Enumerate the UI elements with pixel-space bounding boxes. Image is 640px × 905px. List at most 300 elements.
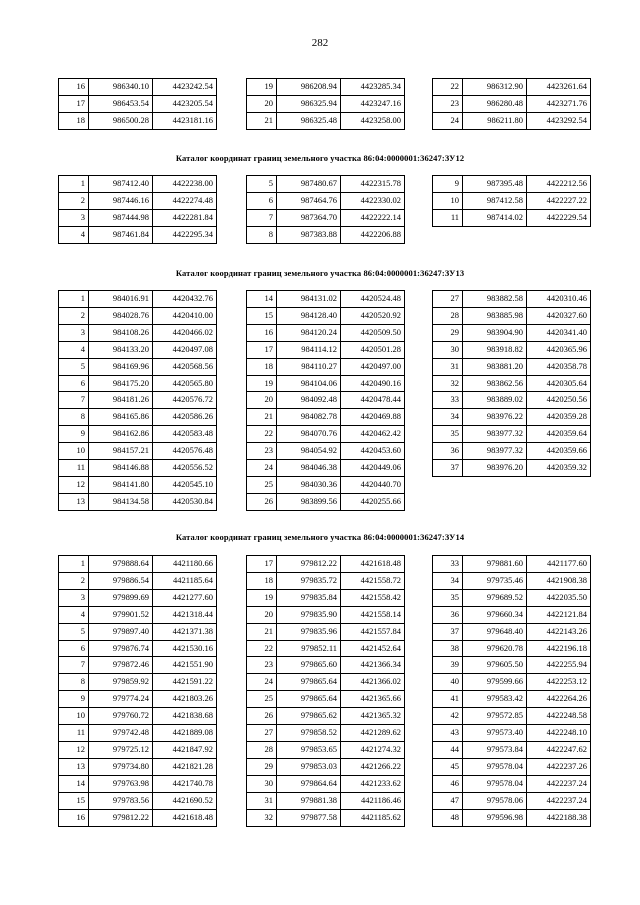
coord-y: 4422237.24	[527, 775, 591, 792]
coord-x: 984082.78	[277, 409, 341, 426]
table-row	[247, 443, 405, 460]
coord-y: 4420576.72	[153, 392, 217, 409]
coord-x: 979835.84	[277, 589, 341, 606]
coord-x: 986280.48	[463, 95, 527, 112]
point-number: 47	[433, 792, 463, 809]
coord-y: 4422237.26	[527, 758, 591, 775]
point-number: 12	[59, 476, 89, 493]
coord-x: 979783.56	[89, 792, 153, 809]
table-row	[247, 460, 405, 477]
point-number: 13	[59, 758, 89, 775]
point-number: 36	[433, 606, 463, 623]
coordinate-table	[246, 555, 405, 827]
coord-x: 984181.26	[89, 392, 153, 409]
coord-y: 4422315.78	[341, 176, 405, 193]
coord-y: 4423271.76	[527, 95, 591, 112]
point-number: 31	[433, 358, 463, 375]
coord-x: 986500.28	[89, 112, 153, 129]
table-row	[433, 809, 591, 826]
coord-x: 984046.38	[277, 460, 341, 477]
coord-x: 979865.60	[277, 657, 341, 674]
coord-x: 979578.06	[463, 792, 527, 809]
coord-x: 984175.20	[89, 375, 153, 392]
table-row	[59, 176, 217, 193]
coord-y: 4420440.70	[341, 476, 405, 493]
coord-x: 984169.96	[89, 358, 153, 375]
coord-x: 984133.20	[89, 341, 153, 358]
coord-x: 979881.60	[463, 556, 527, 573]
coord-x: 979872.46	[89, 657, 153, 674]
coord-y: 4423242.54	[153, 79, 217, 96]
coord-y: 4421558.42	[341, 589, 405, 606]
point-number: 38	[433, 640, 463, 657]
table-row	[433, 291, 591, 308]
table-row	[59, 657, 217, 674]
coord-y: 4421803.26	[153, 691, 217, 708]
point-number: 14	[59, 775, 89, 792]
table-row	[433, 176, 591, 193]
coord-x: 987444.98	[89, 209, 153, 226]
table-row	[247, 209, 405, 226]
coord-y: 4421821.28	[153, 758, 217, 775]
coord-y: 4420410.00	[153, 307, 217, 324]
coord-y: 4423292.54	[527, 112, 591, 129]
coord-y: 4421274.32	[341, 741, 405, 758]
table-row	[59, 226, 217, 243]
coord-y: 4422035.50	[527, 589, 591, 606]
point-number: 3	[59, 589, 89, 606]
coord-y: 4423181.16	[153, 112, 217, 129]
table-row	[433, 392, 591, 409]
coord-y: 4420583.48	[153, 426, 217, 443]
coord-x: 987446.16	[89, 192, 153, 209]
coord-x: 983862.56	[463, 375, 527, 392]
coord-x: 979877.58	[277, 809, 341, 826]
coord-x: 986211.80	[463, 112, 527, 129]
coord-y: 4420327.60	[527, 307, 591, 324]
point-number: 39	[433, 657, 463, 674]
table-row	[247, 606, 405, 623]
point-number: 6	[59, 375, 89, 392]
coord-x: 986340.10	[89, 79, 153, 96]
point-number: 29	[247, 758, 277, 775]
point-number: 1	[59, 291, 89, 308]
coordinate-table	[432, 290, 591, 477]
point-number: 20	[247, 606, 277, 623]
table-row	[433, 460, 591, 477]
point-number: 46	[433, 775, 463, 792]
point-number: 24	[433, 112, 463, 129]
point-number: 16	[247, 324, 277, 341]
coord-x: 984110.27	[277, 358, 341, 375]
coord-y: 4420310.46	[527, 291, 591, 308]
point-number: 36	[433, 443, 463, 460]
table-row	[433, 623, 591, 640]
coord-x: 986325.94	[277, 95, 341, 112]
table-row	[433, 758, 591, 775]
table-row	[59, 209, 217, 226]
table-row	[433, 324, 591, 341]
table-row	[59, 606, 217, 623]
point-number: 32	[247, 809, 277, 826]
table-row	[247, 95, 405, 112]
coord-y: 4423261.64	[527, 79, 591, 96]
coord-y: 4421557.84	[341, 623, 405, 640]
coord-x: 979835.72	[277, 572, 341, 589]
table-row	[247, 476, 405, 493]
point-number: 27	[247, 725, 277, 742]
coord-x: 984157.21	[89, 443, 153, 460]
coord-x: 984165.86	[89, 409, 153, 426]
table-row	[247, 640, 405, 657]
coord-x: 987480.67	[277, 176, 341, 193]
section-title: Каталог координат границ земельного участка 86:04:0000001:36247:ЗУ12	[175, 153, 465, 163]
coord-x: 983977.32	[463, 443, 527, 460]
coord-y: 4423258.00	[341, 112, 405, 129]
coord-y: 4421618.48	[341, 556, 405, 573]
table-row	[433, 725, 591, 742]
coord-x: 984131.02	[277, 291, 341, 308]
coord-x: 987364.70	[277, 209, 341, 226]
coord-x: 979573.84	[463, 741, 527, 758]
coord-y: 4421277.60	[153, 589, 217, 606]
coordinate-table	[58, 175, 217, 244]
table-row	[59, 460, 217, 477]
point-number: 33	[433, 392, 463, 409]
point-number: 25	[247, 691, 277, 708]
coord-x: 979881.38	[277, 792, 341, 809]
point-number: 28	[247, 741, 277, 758]
table-row	[433, 79, 591, 96]
coord-x: 984134.58	[89, 493, 153, 510]
point-number: 5	[59, 623, 89, 640]
table-row	[59, 640, 217, 657]
point-number: 26	[247, 493, 277, 510]
table-row	[59, 192, 217, 209]
coord-x: 987412.40	[89, 176, 153, 193]
coord-x: 983882.58	[463, 291, 527, 308]
coord-x: 979865.62	[277, 708, 341, 725]
table-row	[433, 409, 591, 426]
coord-y: 4422229.54	[527, 209, 591, 226]
coordinate-table	[246, 290, 405, 511]
point-number: 17	[59, 95, 89, 112]
coord-x: 987395.48	[463, 176, 527, 193]
point-number: 22	[433, 79, 463, 96]
coord-y: 4422206.88	[341, 226, 405, 243]
coord-y: 4420565.80	[153, 375, 217, 392]
coord-x: 979573.40	[463, 725, 527, 742]
point-number: 21	[247, 623, 277, 640]
coord-y: 4420556.52	[153, 460, 217, 477]
point-number: 11	[59, 460, 89, 477]
table-row	[247, 79, 405, 96]
point-number: 2	[59, 192, 89, 209]
coord-x: 984104.06	[277, 375, 341, 392]
coord-x: 979725.12	[89, 741, 153, 758]
coord-y: 4420497.00	[341, 358, 405, 375]
table-row	[59, 691, 217, 708]
coord-x: 979596.98	[463, 809, 527, 826]
table-row	[59, 623, 217, 640]
point-number: 5	[59, 358, 89, 375]
table-row	[59, 674, 217, 691]
table-row	[433, 606, 591, 623]
table-row	[433, 741, 591, 758]
coord-x: 979583.42	[463, 691, 527, 708]
table-row	[247, 741, 405, 758]
coord-y: 4422238.00	[153, 176, 217, 193]
coord-x: 979689.52	[463, 589, 527, 606]
point-number: 2	[59, 572, 89, 589]
coord-x: 983904.90	[463, 324, 527, 341]
coord-x: 984128.40	[277, 307, 341, 324]
point-number: 4	[59, 341, 89, 358]
coord-x: 979812.22	[89, 809, 153, 826]
point-number: 9	[59, 691, 89, 708]
coord-x: 984054.92	[277, 443, 341, 460]
coord-x: 979774.24	[89, 691, 153, 708]
table-row	[247, 324, 405, 341]
table-row	[247, 691, 405, 708]
point-number: 28	[433, 307, 463, 324]
coord-y: 4420490.16	[341, 375, 405, 392]
table-row	[247, 809, 405, 826]
point-number: 2	[59, 307, 89, 324]
table-row	[59, 443, 217, 460]
point-number: 22	[247, 640, 277, 657]
coord-x: 979835.90	[277, 606, 341, 623]
point-number: 35	[433, 426, 463, 443]
coord-y: 4421558.14	[341, 606, 405, 623]
coord-y: 4420568.56	[153, 358, 217, 375]
coord-y: 4422143.26	[527, 623, 591, 640]
coord-y: 4420341.40	[527, 324, 591, 341]
coord-x: 986312.90	[463, 79, 527, 96]
table-row	[247, 623, 405, 640]
point-number: 7	[247, 209, 277, 226]
table-row	[247, 657, 405, 674]
coord-y: 4421690.52	[153, 792, 217, 809]
point-number: 23	[433, 95, 463, 112]
coord-y: 4423247.16	[341, 95, 405, 112]
coord-x: 979620.78	[463, 640, 527, 657]
point-number: 44	[433, 741, 463, 758]
point-number: 43	[433, 725, 463, 742]
coord-x: 984162.86	[89, 426, 153, 443]
coord-x: 984030.36	[277, 476, 341, 493]
table-row	[433, 674, 591, 691]
coord-y: 4420509.50	[341, 324, 405, 341]
coord-x: 979599.66	[463, 674, 527, 691]
table-row	[433, 426, 591, 443]
table-row	[59, 392, 217, 409]
point-number: 32	[433, 375, 463, 392]
point-number: 29	[433, 324, 463, 341]
point-number: 27	[433, 291, 463, 308]
point-number: 19	[247, 589, 277, 606]
point-number: 10	[433, 192, 463, 209]
coord-y: 4422253.12	[527, 674, 591, 691]
table-row	[247, 792, 405, 809]
table-row	[433, 341, 591, 358]
table-row	[433, 657, 591, 674]
coord-y: 4421908.38	[527, 572, 591, 589]
table-row	[59, 307, 217, 324]
table-row	[247, 572, 405, 589]
coord-y: 4420478.44	[341, 392, 405, 409]
point-number: 3	[59, 324, 89, 341]
coord-y: 4421452.64	[341, 640, 405, 657]
page-number: 282	[311, 37, 329, 49]
table-row	[59, 758, 217, 775]
point-number: 8	[247, 226, 277, 243]
coord-x: 986325.48	[277, 112, 341, 129]
point-number: 8	[59, 674, 89, 691]
point-number: 23	[247, 657, 277, 674]
coord-x: 984114.12	[277, 341, 341, 358]
coord-x: 984146.88	[89, 460, 153, 477]
coord-x: 984141.80	[89, 476, 153, 493]
table-row	[59, 476, 217, 493]
coord-x: 979853.65	[277, 741, 341, 758]
table-row	[433, 708, 591, 725]
coord-y: 4420530.84	[153, 493, 217, 510]
point-number: 45	[433, 758, 463, 775]
point-number: 20	[247, 392, 277, 409]
coord-x: 979734.80	[89, 758, 153, 775]
point-number: 37	[433, 460, 463, 477]
coordinate-table	[58, 555, 217, 827]
coord-y: 4422274.48	[153, 192, 217, 209]
point-number: 24	[247, 460, 277, 477]
coord-x: 984092.48	[277, 392, 341, 409]
coord-y: 4420432.76	[153, 291, 217, 308]
table-row	[433, 589, 591, 606]
table-row	[59, 358, 217, 375]
coord-y: 4421266.22	[341, 758, 405, 775]
section-title: Каталог координат границ земельного участка 86:04:0000001:36247:ЗУ13	[175, 268, 465, 278]
table-row	[59, 324, 217, 341]
coord-x: 984108.26	[89, 324, 153, 341]
point-number: 24	[247, 674, 277, 691]
point-number: 37	[433, 623, 463, 640]
coord-y: 4420358.78	[527, 358, 591, 375]
coord-x: 984016.91	[89, 291, 153, 308]
coord-y: 4422247.62	[527, 741, 591, 758]
coord-y: 4420520.92	[341, 307, 405, 324]
coord-x: 987464.76	[277, 192, 341, 209]
coord-y: 4420586.26	[153, 409, 217, 426]
table-row	[247, 112, 405, 129]
coord-x: 984070.76	[277, 426, 341, 443]
point-number: 40	[433, 674, 463, 691]
coord-x: 979578.04	[463, 758, 527, 775]
coord-x: 979648.40	[463, 623, 527, 640]
coord-y: 4420359.32	[527, 460, 591, 477]
coord-y: 4421186.46	[341, 792, 405, 809]
coordinate-table	[58, 290, 217, 511]
point-number: 8	[59, 409, 89, 426]
table-row	[433, 443, 591, 460]
point-number: 10	[59, 443, 89, 460]
point-number: 18	[247, 572, 277, 589]
coord-y: 4421618.48	[153, 809, 217, 826]
coord-y: 4420359.28	[527, 409, 591, 426]
coordinate-table	[58, 78, 217, 130]
table-row	[59, 375, 217, 392]
coord-y: 4420462.42	[341, 426, 405, 443]
point-number: 19	[247, 375, 277, 392]
coord-x: 979858.52	[277, 725, 341, 742]
point-number: 30	[247, 775, 277, 792]
coord-y: 4421889.08	[153, 725, 217, 742]
point-number: 11	[433, 209, 463, 226]
point-number: 17	[247, 556, 277, 573]
table-row	[433, 691, 591, 708]
point-number: 31	[247, 792, 277, 809]
table-row	[433, 112, 591, 129]
coord-y: 4422237.24	[527, 792, 591, 809]
coordinate-table	[246, 175, 405, 244]
point-number: 41	[433, 691, 463, 708]
coord-x: 984028.76	[89, 307, 153, 324]
coord-y: 4421318.44	[153, 606, 217, 623]
table-row	[247, 176, 405, 193]
point-number: 26	[247, 708, 277, 725]
coord-x: 979605.50	[463, 657, 527, 674]
table-row	[247, 556, 405, 573]
table-row	[247, 674, 405, 691]
point-number: 4	[59, 606, 89, 623]
coord-x: 983976.20	[463, 460, 527, 477]
coord-x: 979742.48	[89, 725, 153, 742]
table-row	[433, 307, 591, 324]
table-row	[247, 493, 405, 510]
table-row	[59, 291, 217, 308]
point-number: 5	[247, 176, 277, 193]
point-number: 34	[433, 409, 463, 426]
table-row	[59, 775, 217, 792]
coord-y: 4420255.66	[341, 493, 405, 510]
table-row	[59, 572, 217, 589]
coord-y: 4421180.66	[153, 556, 217, 573]
table-row	[247, 307, 405, 324]
table-row	[247, 291, 405, 308]
coord-y: 4420365.96	[527, 341, 591, 358]
coord-y: 4422121.84	[527, 606, 591, 623]
coord-x: 987383.88	[277, 226, 341, 243]
table-row	[59, 792, 217, 809]
table-row	[59, 79, 217, 96]
coord-x: 983977.32	[463, 426, 527, 443]
coord-y: 4421551.90	[153, 657, 217, 674]
table-row	[59, 112, 217, 129]
point-number: 1	[59, 556, 89, 573]
point-number: 17	[247, 341, 277, 358]
coord-y: 4421591.22	[153, 674, 217, 691]
point-number: 42	[433, 708, 463, 725]
table-row	[59, 341, 217, 358]
coord-x: 984120.24	[277, 324, 341, 341]
point-number: 23	[247, 443, 277, 460]
coord-x: 979763.98	[89, 775, 153, 792]
table-row	[247, 226, 405, 243]
table-row	[59, 589, 217, 606]
coord-y: 4421177.60	[527, 556, 591, 573]
table-row	[247, 708, 405, 725]
table-row	[433, 556, 591, 573]
